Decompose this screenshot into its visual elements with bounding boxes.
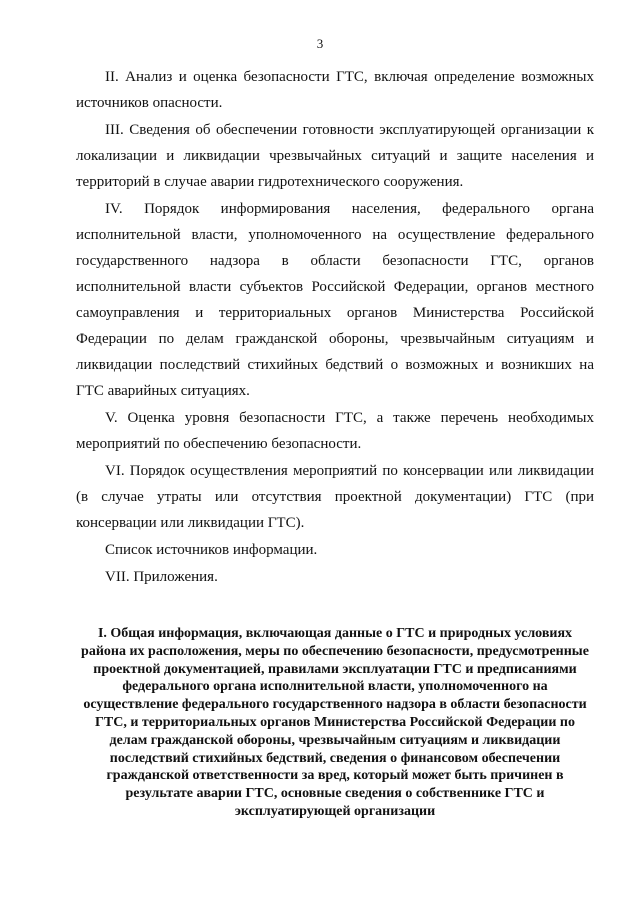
document-body: [76, 64, 594, 591]
paragraph-section-4: IV. Порядок информирования населения, федерального органа исполнительной власти, уполномоченного на осуществление федерального государственного надзора в области безопасности ГТС, органов исполнительной власти субъектов Российской Федерации, органов местного самоуправления и территориальных органов Министерства Российской Федерации по делам гражданской обороны, чрезвычайным ситуациям и ликвидации последствий стихийных бедствий о возможных и возникших на ГТС аварийных ситуациях.: [76, 201, 594, 399]
paragraph-section-6: VI. Порядок осуществления мероприятий по консервации или ликвидации (в случае утраты или отсутствия проектной документации) ГТС (при консервации или ликвидации ГТС).: [76, 463, 594, 531]
paragraph-section-2: II. Анализ и оценка безопасности ГТС, включая определение возможных источников опасности.: [76, 69, 594, 111]
page-number: 3: [316, 36, 324, 51]
paragraph-section-5: V. Оценка уровня безопасности ГТС, а также перечень необходимых мероприятий по обеспечению безопасности.: [76, 410, 594, 452]
section-heading: I. Общая информация, включающая данные о ГТС и природных условиях района их расположения, меры по обеспечению безопасности, предусмотренные проектной документацией, правилами эксплуатации ГТС и предписаниями федерального органа исполнительной власти, уполномоченного на осуществление федерального государственного надзора в области безопасности ГТС, и территориальных органов Министерства Российской Федерации по делам гражданской обороны, чрезвычайным ситуациям и ликвидации последствий стихийных бедствий, сведения о финансовом обеспечении гражданской ответственности за вред, который может быть причинен в результате аварии ГТС, основные сведения о собственнике ГТС и эксплуатирующей организации: [81, 626, 589, 819]
paragraph-section-7: VII. Приложения.: [105, 569, 218, 585]
paragraph-section-3: III. Сведения об обеспечении готовности эксплуатирующей организации к локализации и ликвидации чрезвычайных ситуаций и защите населения и территорий в случае аварии гидротехнического сооружения.: [76, 122, 594, 190]
paragraph-sources-list: Список источников информации.: [105, 542, 318, 558]
